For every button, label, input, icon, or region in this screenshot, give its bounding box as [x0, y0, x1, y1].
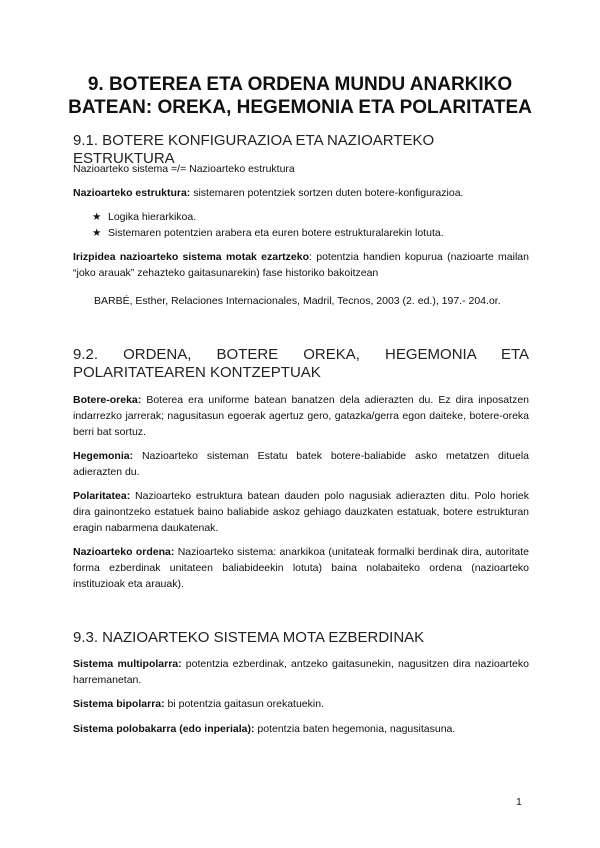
list-item-text: Sistemaren potentzien arabera eta euren botere estrukturalarekin lotuta.: [108, 227, 444, 239]
definition-paragraph: [73, 488, 529, 536]
definition: Nazioarteko sisteman Estatu batek botere-baliabide asko metatzen dituela adierazten du.: [73, 450, 529, 478]
term: Hegemonia:: [73, 450, 134, 462]
section-heading-9-3: 9.3. NAZIOARTEKO SISTEMA MOTA EZBERDINAK: [73, 629, 425, 646]
term: Sistema bipolarra:: [73, 698, 165, 710]
definition-paragraph: [73, 544, 529, 592]
definition: Nazioarteko estruktura batean dauden polo nagusiak adierazten ditu. Polo horiek dira gainontzeko estatuek baino baliabide askoz gehiago dauzkaten estatuak, botere estrukturan eragin nabarmena daukatenak.: [73, 490, 529, 534]
term: Polaritatea:: [73, 490, 131, 502]
paragraph: [73, 249, 529, 281]
term: Nazioarteko ordena:: [73, 546, 175, 558]
definition: bi potentzia gaitasun orekatuekin.: [164, 698, 324, 710]
definition-paragraph: [73, 721, 529, 737]
list-item: [92, 225, 532, 241]
term: Botere-oreka:: [73, 394, 142, 406]
definition-paragraph: [73, 696, 529, 712]
definition: Nazioarteko sistema: anarkikoa (unitateak formalki berdinak dira, autoritate forma ezberdinak unitateen baliabideekin lotuta) baina nolabaiteko ordena (nazioarteko instituzioak eta arauak).: [73, 546, 529, 590]
list-item-text: Logika hierarkikoa.: [108, 211, 197, 223]
term: Nazioarteko estruktura:: [73, 187, 191, 199]
definition-paragraph: [73, 656, 529, 688]
definition: sistemaren potentziek sortzen duten botere-konfigurazioa.: [190, 187, 464, 199]
term: Sistema multipolarra:: [73, 658, 182, 670]
title-line-1: 9. BOTEREA ETA ORDENA MUNDU ANARKIKO: [87, 74, 513, 95]
definition-paragraph: [73, 392, 529, 440]
term: Irizpidea nazioarteko sistema motak ezartzeko: [73, 251, 310, 263]
title-line-2: BATEAN: OREKA, HEGEMONIA ETA POLARITATEA: [68, 97, 532, 118]
section-heading-9-1: 9.1. BOTERE KONFIGURAZIOA ETA NAZIOARTEKO ESTRUKTURA: [73, 132, 435, 167]
list-item: [92, 209, 532, 225]
document-title: [40, 73, 560, 119]
page-number: 1: [516, 796, 522, 808]
definition: Boterea era uniforme batean banatzen dela adierazten du. Ez dira inposatzen indarrezko jarrerak; nagusitasun egoerak agertuz gero, gatazka/gerra egon daiteke, botere-oreka berri bat sortuz.: [73, 394, 529, 438]
term: Sistema polobakarra (edo inperiala):: [73, 723, 255, 735]
star-icon: ★: [92, 227, 102, 239]
bullet-list: [92, 209, 532, 241]
paragraph: Nazioarteko sistema =/= Nazioarteko estruktura: [73, 163, 295, 175]
definition: potentzia ezberdinak, antzeko gaitasunekin, nagusitzen dira nazioarteko harremanetan.: [73, 658, 529, 686]
definition: potentzia baten hegemonia, nagusitasuna.: [254, 723, 456, 735]
paragraph: [73, 185, 529, 201]
definition-paragraph: [73, 448, 529, 480]
section-heading-9-2: 9.2. ORDENA, BOTERE OREKA, HEGEMONIA ETA POLARITATEAREN KONTZEPTUAK: [73, 346, 529, 381]
star-icon: ★: [92, 211, 102, 223]
definition: : potentzia handien kopurua (nazioarte mailan “joko arauak” zehazteko gaitasunarekin) fase historiko bakoitzean: [73, 251, 529, 279]
bibliography-reference: BARBÉ, Esther, Relaciones Internacionales, Madril, Tecnos, 2003 (2. ed.), 197.- 204.or.: [94, 295, 501, 307]
